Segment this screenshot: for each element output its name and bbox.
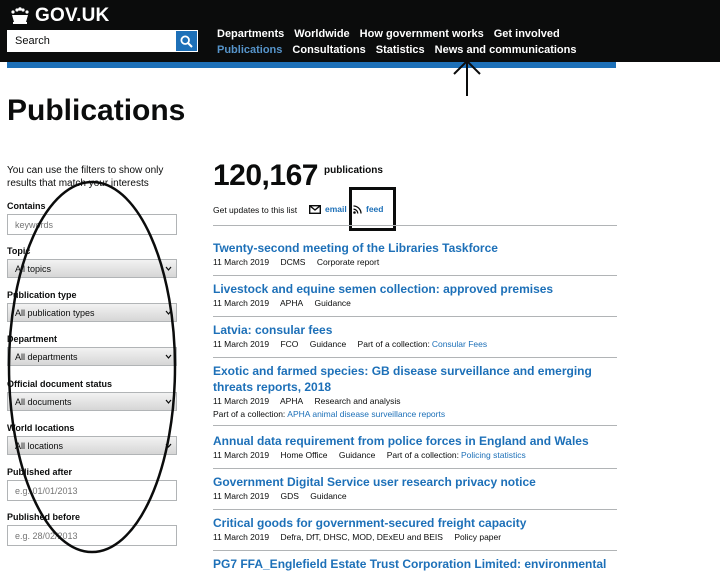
- result-organisation: Home Office: [280, 450, 328, 460]
- filter-intro-text: You can use the filters to show only results that match your interests: [7, 165, 164, 189]
- result-type: Policy paper: [454, 532, 502, 542]
- result-date: 11 March 2019: [213, 257, 270, 267]
- result-type: Guidance: [314, 298, 351, 308]
- email-link-label: email: [325, 204, 347, 214]
- published-before-label: Published before: [7, 512, 81, 522]
- crown-icon: [9, 7, 31, 25]
- result-collection: [213, 408, 617, 421]
- result-item: [213, 322, 617, 351]
- result-title-link[interactable]: Critical goods for government-secured freight capacity: [213, 516, 527, 530]
- search-button[interactable]: [175, 30, 198, 52]
- nav-row-2: [217, 43, 577, 58]
- result-date: 11 March 2019: [213, 450, 270, 460]
- result-organisation: APHA: [279, 396, 304, 406]
- result-organisation: FCO: [280, 339, 299, 349]
- result-divider: [213, 275, 617, 276]
- result-item: [213, 433, 617, 462]
- result-title-link[interactable]: Twenty-second meeting of the Libraries Taskforce: [213, 241, 498, 255]
- published-after-label: Published after: [7, 467, 73, 477]
- result-divider: [213, 550, 617, 551]
- result-item: [213, 515, 617, 544]
- updates-label: Get updates to this list: [213, 205, 298, 215]
- feed-link-label: feed: [366, 204, 384, 214]
- world-locations-label: World locations: [7, 423, 75, 433]
- nav-statistics[interactable]: Statistics: [375, 44, 425, 56]
- nav-row-1: [217, 27, 560, 42]
- logo-text: GOV.UK: [35, 5, 110, 26]
- nav-departments[interactable]: Departments: [217, 28, 285, 40]
- publication-type-label: Publication type: [7, 290, 77, 300]
- result-item: [213, 363, 617, 421]
- result-date: 11 March 2019: [213, 396, 270, 406]
- result-organisation: DCMS: [280, 257, 306, 267]
- department-label: Department: [7, 334, 58, 344]
- annotation-oval: [0, 180, 190, 560]
- nav-news-and-communications[interactable]: News and communications: [434, 44, 577, 56]
- result-date: 11 March 2019: [213, 298, 270, 308]
- nav-publications[interactable]: Publications: [217, 44, 283, 56]
- result-divider: [213, 468, 617, 469]
- result-title-link[interactable]: Exotic and farmed species: GB disease surveillance and emerging threats reports, 2018: [213, 364, 592, 394]
- search-input[interactable]: [7, 30, 175, 52]
- result-metadata: [213, 256, 617, 269]
- nav-consultations[interactable]: Consultations: [292, 44, 366, 56]
- result-type: Guidance: [338, 450, 376, 460]
- result-title-link[interactable]: PG7 FFA_Englefield Estate Trust Corporation Limited: environmental: [213, 557, 607, 571]
- official-status-label: Official document status: [7, 379, 113, 389]
- result-metadata: [213, 395, 617, 408]
- search-bar: [7, 30, 198, 52]
- result-divider: [213, 509, 617, 510]
- result-metadata: [213, 490, 617, 503]
- collection-prefix: Part of a collection:: [357, 339, 430, 349]
- result-divider: [213, 316, 617, 317]
- result-item: [213, 240, 617, 269]
- result-title-link[interactable]: Livestock and equine semen collection: approved premises: [213, 282, 554, 296]
- search-icon: [180, 35, 193, 48]
- result-organisation: APHA: [279, 298, 304, 308]
- header-blue-bar: [7, 62, 616, 68]
- world-locations-select-value: All locations: [15, 441, 64, 451]
- nav-worldwide[interactable]: Worldwide: [294, 28, 350, 40]
- result-metadata: [213, 449, 617, 462]
- result-type: Research and analysis: [314, 396, 401, 406]
- result-count: 120,167: [213, 159, 318, 192]
- collection-prefix: Part of a collection:: [213, 409, 286, 419]
- collection-link[interactable]: Consular Fees: [431, 339, 488, 349]
- result-type: Corporate report: [316, 257, 380, 267]
- result-divider: [213, 357, 617, 358]
- result-date: 11 March 2019: [213, 339, 270, 349]
- topic-select-value: All topics: [15, 264, 52, 274]
- collection-link[interactable]: APHA animal disease surveillance reports: [287, 409, 446, 419]
- annotation-arrow: [452, 58, 484, 98]
- result-item: [213, 556, 617, 572]
- result-title-link[interactable]: Annual data requirement from police forces in England and Wales: [213, 434, 589, 448]
- result-metadata: [213, 338, 617, 351]
- result-metadata: [213, 531, 617, 544]
- collection-prefix: Part of a collection:: [386, 450, 459, 460]
- page-title: Publications: [7, 94, 186, 127]
- contains-label: Contains: [7, 201, 46, 211]
- result-organisation: GDS: [280, 491, 299, 501]
- nav-how-government-works[interactable]: How government works: [359, 28, 484, 40]
- collection-link[interactable]: Policing statistics: [460, 450, 526, 460]
- result-type: Guidance: [310, 491, 347, 501]
- official-status-select-value: All documents: [15, 397, 72, 407]
- result-date: 11 March 2019: [213, 491, 270, 501]
- result-organisation: Defra, DfT, DHSC, MOD, DExEU and BEIS: [280, 532, 443, 542]
- result-item: [213, 281, 617, 310]
- result-title-link[interactable]: Latvia: consular fees: [213, 323, 333, 337]
- main-navigation: [217, 27, 577, 59]
- result-item: [213, 474, 617, 503]
- department-select-value: All departments: [15, 352, 78, 362]
- site-header: [0, 0, 720, 62]
- result-divider: [213, 425, 617, 426]
- result-date: 11 March 2019: [213, 532, 270, 542]
- result-metadata: [213, 297, 617, 310]
- email-alert-link[interactable]: [309, 204, 347, 214]
- result-count-unit: publications: [324, 165, 383, 176]
- result-title-link[interactable]: Government Digital Service user research privacy notice: [213, 475, 536, 489]
- nav-get-involved[interactable]: Get involved: [493, 28, 560, 40]
- topic-label: Topic: [7, 246, 31, 256]
- publication-type-select-value: All publication types: [15, 308, 95, 318]
- govuk-logo[interactable]: [9, 5, 109, 27]
- result-type: Guidance: [309, 339, 347, 349]
- envelope-icon: [309, 205, 321, 214]
- results-divider: [213, 225, 617, 226]
